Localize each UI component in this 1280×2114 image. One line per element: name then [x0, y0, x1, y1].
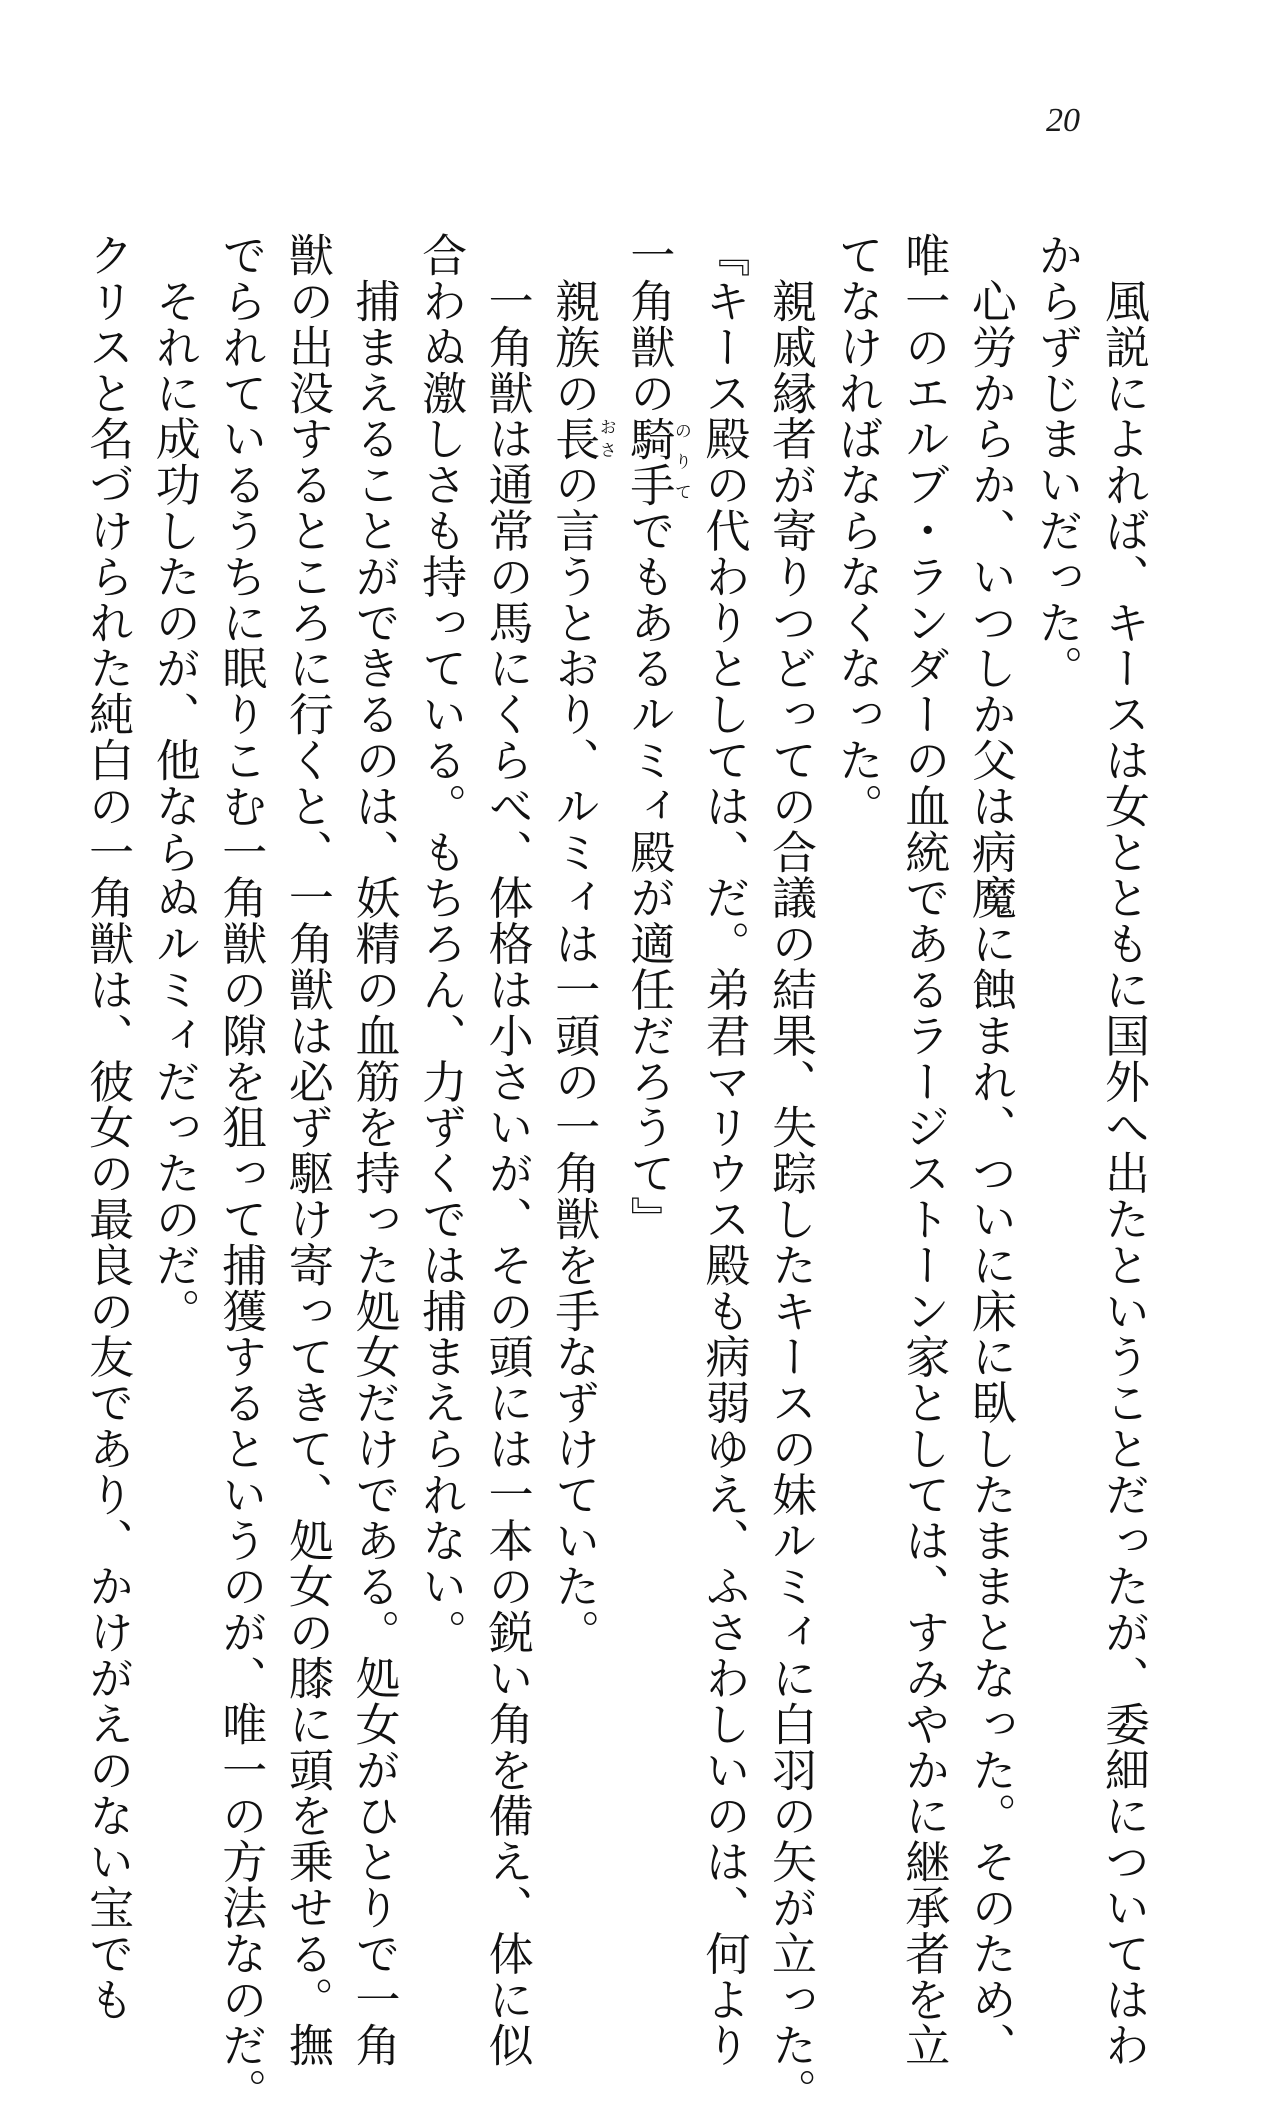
text-line: クリスと名づけられた純白の一角獣は、彼女の最良の友であり、かけがえのない宝でも [81, 232, 135, 2023]
ruby-annotation [547, 415, 616, 462]
ruby-reading: おさ [595, 415, 616, 462]
vertical-text-body [81, 232, 1156, 2114]
text-line-with-ruby [540, 232, 615, 1872]
text-line: てなければならなくなった。 [830, 232, 884, 829]
text-line: 獣の出没するところに行くと、一角獣は必ず駆け寄ってきて、処女の膝に頭を乗せる。撫 [280, 232, 334, 2069]
text-line: 風説によれば、キースは女とともに国外へ出たということだったが、委細についてはわ [1097, 232, 1150, 2068]
text-line: 唯一のエルブ・ランダーの血統であるラージストーン家としては、すみやかに継承者を立 [897, 232, 951, 2068]
text-line: それに成功したのが、他ならぬルミィだったのだ。 [147, 232, 201, 1334]
ruby-reading: のりて [670, 415, 691, 508]
text-line: からずじまいだった。 [1030, 232, 1084, 691]
text-line: でられているうちに眠りこむ一角獣の隙を狙って捕獲するというのが、唯一の方法なのだ。 [214, 232, 268, 2114]
ruby-annotation [622, 415, 691, 508]
ruby-base: 長 [547, 415, 601, 462]
ruby-suffix-text: の言うとおり、ルミィは一頭の一角獣を手なずけていた。 [547, 461, 601, 1655]
ruby-suffix-text: でもあるルミィ殿が適任だろうて』 [622, 507, 676, 1242]
text-line: 『キース殿の代わりとしては、だ。弟君マリウス殿も病弱ゆえ、ふさわしいのは、何より [697, 232, 751, 2068]
text-line: 捕まえることができるのは、妖精の血筋を持った処女だけである。処女がひとりで一角 [347, 232, 401, 2068]
ruby-prefix-text: 親族の [547, 232, 601, 416]
text-line: 一角獣は通常の馬にくらべ、体格は小さいが、その頭には一本の鋭い角を備え、体に似 [480, 232, 534, 2069]
text-line: 親戚縁者が寄りつどっての合議の結果、失踪したキースの妹ルミィに白羽の矢が立った。 [764, 232, 818, 2114]
text-line-with-ruby [615, 232, 690, 1872]
text-line: 合わぬ激しさも持っている。もちろん、力ずくでは捕まえられない。 [414, 232, 468, 1655]
ruby-base: 騎手 [622, 415, 676, 508]
ruby-prefix-text: 一角獣の [622, 232, 676, 416]
page-number: 20 [1046, 102, 1080, 139]
text-line: 心労からか、いつしか父は病魔に蝕まれ、ついに床に臥したままとなった。そのため、 [963, 232, 1017, 2068]
